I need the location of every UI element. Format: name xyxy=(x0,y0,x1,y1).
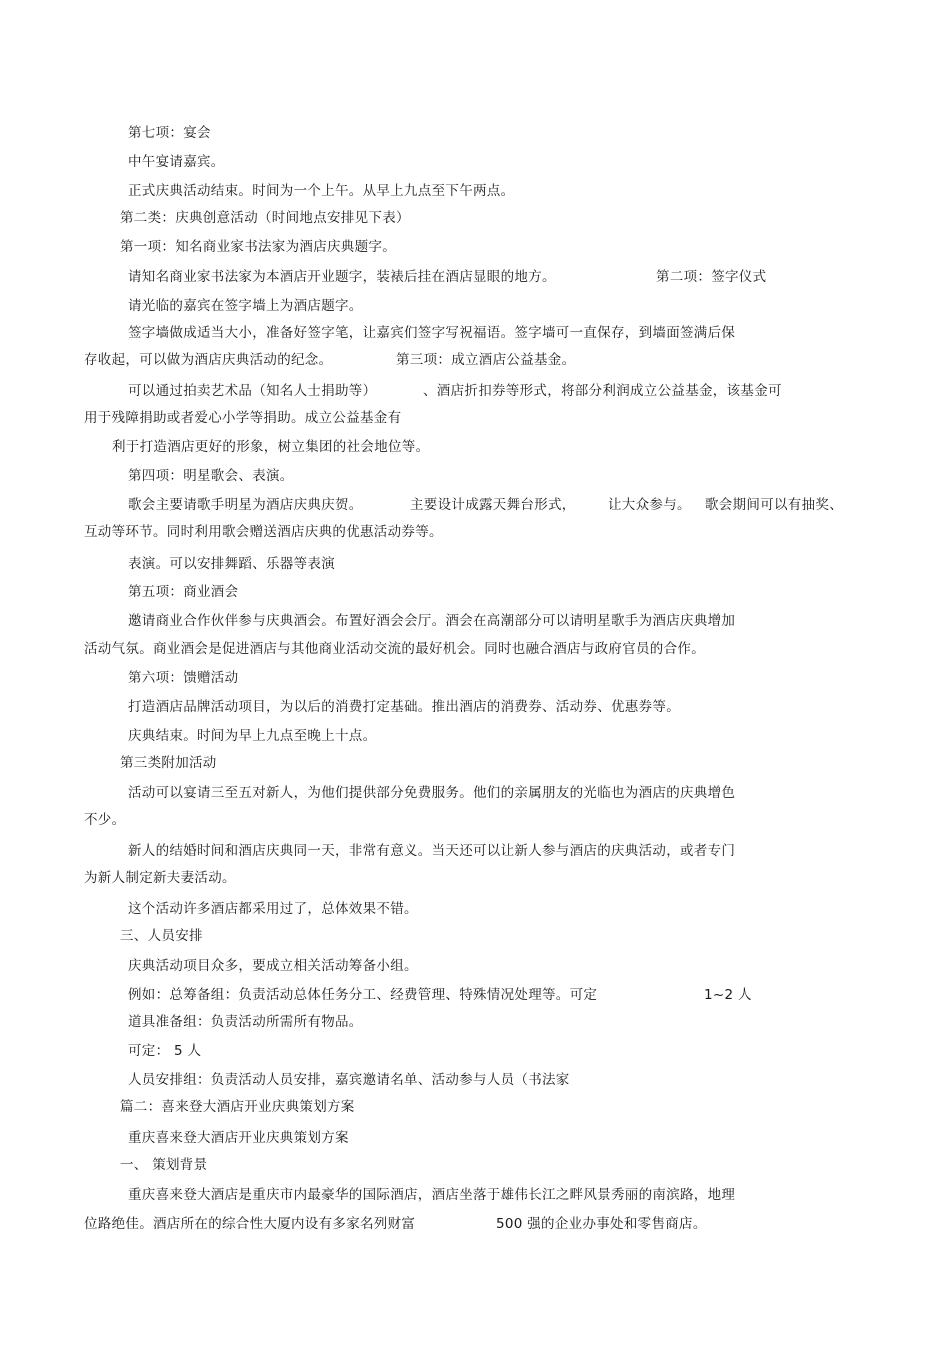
text-line: 让大众参与。 xyxy=(608,497,691,513)
text-line: 庆典结束。时间为早上九点至晚上十点。 xyxy=(128,728,377,744)
document-title: 重庆喜来登大酒店开业庆典策划方案 xyxy=(128,1130,349,1146)
text-line: 位路绝佳。酒店所在的综合性大厦内设有多家名列财富 xyxy=(84,1216,416,1232)
text-line: 第一项：知名商业家书法家为酒店庆典题字。 xyxy=(120,239,396,255)
text-line: 活动可以宴请三至五对新人，为他们提供部分免费服务。他们的亲属朋友的光临也为酒店的庆典增色 xyxy=(128,785,736,801)
text-line: 请光临的嘉宾在签字墙上为酒店题字。 xyxy=(128,298,363,314)
text-line: 道具准备组：负责活动所需所有物品。 xyxy=(128,1014,363,1030)
text-line: 第五项：商业酒会 xyxy=(128,584,239,600)
text-line: 第四项：明星歌会、表演。 xyxy=(128,468,294,484)
text-line: 第七项：宴会 xyxy=(128,125,211,141)
text-line: 为新人制定新夫妻活动。 xyxy=(84,870,236,886)
text-line: 歌会主要请歌手明星为酒店庆典庆贺。 xyxy=(128,497,363,513)
text-line: 这个活动许多酒店都采用过了，总体效果不错。 xyxy=(128,901,418,917)
text-line: 1~2 人 xyxy=(704,987,752,1003)
text-line: 500 强的企业办事处和零售商店。 xyxy=(496,1216,707,1232)
text-line: 请知名商业家书法家为本酒店开业题字，装裱后挂在酒店显眼的地方。 xyxy=(128,269,556,285)
text-line: 打造酒店品牌活动项目，为以后的消费打定基础。推出酒店的消费券、活动券、优惠券等。 xyxy=(128,699,680,715)
text-line: 正式庆典活动结束。时间为一个上午。从早上九点至下午两点。 xyxy=(128,183,515,199)
text-line: 人员安排组：负责活动人员安排，嘉宾邀请名单、活动参与人员（书法家 xyxy=(128,1072,570,1088)
text-line: 重庆喜来登大酒店是重庆市内最豪华的国际酒店，酒店坐落于雄伟长江之畔风景秀丽的南滨路，地理 xyxy=(128,1187,736,1203)
text-line: 新人的结婚时间和酒店庆典同一天，非常有意义。当天还可以让新人参与酒店的庆典活动，或者专门 xyxy=(128,843,736,859)
text-line: 中午宴请嘉宾。 xyxy=(128,154,225,170)
text-line: 庆典活动项目众多，要成立相关活动筹备小组。 xyxy=(128,958,418,974)
text-line: 第三项：成立酒店公益基金。 xyxy=(396,352,576,368)
text-line: 互动等环节。同时利用歌会赠送酒店庆典的优惠活动券等。 xyxy=(84,524,443,540)
section-heading: 第二类：庆典创意活动（时间地点安排见下表） xyxy=(120,210,410,226)
text-line: 利于打造酒店更好的形象，树立集团的社会地位等。 xyxy=(112,439,430,455)
text-line: 可以通过拍卖艺术品（知名人士捐助等） xyxy=(128,383,377,399)
text-line: 邀请商业合作伙伴参与庆典酒会。布置好酒会会厅。酒会在高潮部分可以请明星歌手为酒店庆典增加 xyxy=(128,613,736,629)
text-line: 表演。可以安排舞蹈、乐器等表演 xyxy=(128,556,335,572)
text-line: 歌会期间可以有抽奖、 xyxy=(705,497,843,513)
text-line: 活动气氛。商业酒会是促进酒店与其他商业活动交流的最好机会。同时也融合酒店与政府官员的合作。 xyxy=(84,641,705,657)
section-heading: 三、人员安排 xyxy=(120,928,203,944)
section-heading: 一、 策划背景 xyxy=(120,1157,208,1173)
text-line: 主要设计成露天舞台形式， xyxy=(410,497,576,513)
text-line: 用于残障捐助或者爱心小学等捐助。成立公益基金有 xyxy=(84,410,402,426)
text-line: 第二项：签字仪式 xyxy=(656,269,767,285)
text-line: 可定： 5 人 xyxy=(128,1043,202,1059)
text-line: 第六项：馈赠活动 xyxy=(128,670,239,686)
text-line: 存收起，可以做为酒店庆典活动的纪念。 xyxy=(84,352,333,368)
text-line: 签字墙做成适当大小，准备好签字笔，让嘉宾们签字写祝福语。签字墙可一直保存，到墙面签满后保 xyxy=(128,325,736,341)
text-line: 不少。 xyxy=(84,812,126,828)
section-heading: 篇二：喜来登大酒店开业庆典策划方案 xyxy=(120,1099,355,1115)
text-line: 例如：总筹备组：负责活动总体任务分工、经费管理、特殊情况处理等。可定 xyxy=(128,987,598,1003)
section-heading: 第三类附加活动 xyxy=(120,755,217,771)
text-line: 、酒店折扣券等形式，将部分利润成立公益基金，该基金可 xyxy=(423,383,782,399)
